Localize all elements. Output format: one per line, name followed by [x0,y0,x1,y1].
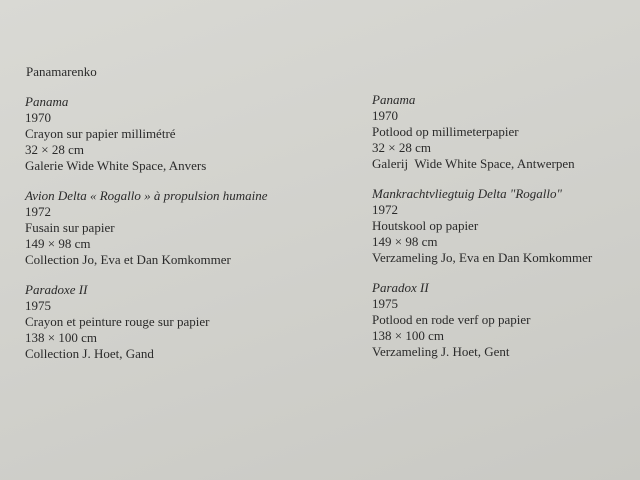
artwork-title: Paradoxe II [25,282,88,297]
artwork-entry-paradox-nl [372,280,640,360]
artwork-dimensions: 138 × 100 cm [25,330,97,345]
artwork-dimensions: 138 × 100 cm [372,328,444,343]
artwork-title: Mankrachtvliegtuig Delta "Rogallo" [372,186,562,201]
artwork-collection: Galerij Wide White Space, Antwerpen [372,156,575,171]
artwork-collection: Collection Jo, Eva et Dan Komkommer [25,252,231,267]
artwork-entry-delta-nl [372,186,640,266]
artwork-year: 1972 [25,204,51,219]
artwork-collection: Verzameling J. Hoet, Gent [372,344,510,359]
artwork-medium: Fusain sur papier [25,220,115,235]
artwork-title: Panama [372,92,416,107]
artwork-medium: Houtskool op papier [372,218,479,233]
artwork-entry-paradox-fr [25,282,325,362]
artwork-year: 1970 [25,110,51,125]
artwork-year: 1975 [372,296,398,311]
artwork-dimensions: 32 × 28 cm [25,142,84,157]
artwork-year: 1972 [372,202,398,217]
artwork-medium: Potlood op millimeterpapier [372,124,519,139]
artwork-medium: Crayon sur papier millimétré [25,126,176,141]
artwork-entry-panama-nl [372,92,640,172]
artwork-collection: Collection J. Hoet, Gand [25,346,154,361]
artwork-year: 1975 [25,298,51,313]
artwork-title: Panama [25,94,69,109]
artwork-dimensions: 149 × 98 cm [372,234,438,249]
artwork-medium: Crayon et peinture rouge sur papier [25,314,210,329]
artwork-collection: Verzameling Jo, Eva en Dan Komkommer [372,250,593,265]
artwork-entry-panama-fr [25,94,325,174]
artist-name: Panamarenko [26,64,97,79]
artwork-dimensions: 32 × 28 cm [372,140,431,155]
french-column [25,94,325,362]
artwork-dimensions: 149 × 98 cm [25,236,91,251]
artwork-entry-delta-fr [25,188,325,268]
artwork-title: Avion Delta « Rogallo » à propulsion humaine [25,188,268,203]
artwork-title: Paradox II [372,280,429,295]
artwork-year: 1970 [372,108,398,123]
artwork-collection: Galerie Wide White Space, Anvers [25,158,207,173]
dutch-column [372,92,640,360]
artwork-medium: Potlood en rode verf op papier [372,312,531,327]
